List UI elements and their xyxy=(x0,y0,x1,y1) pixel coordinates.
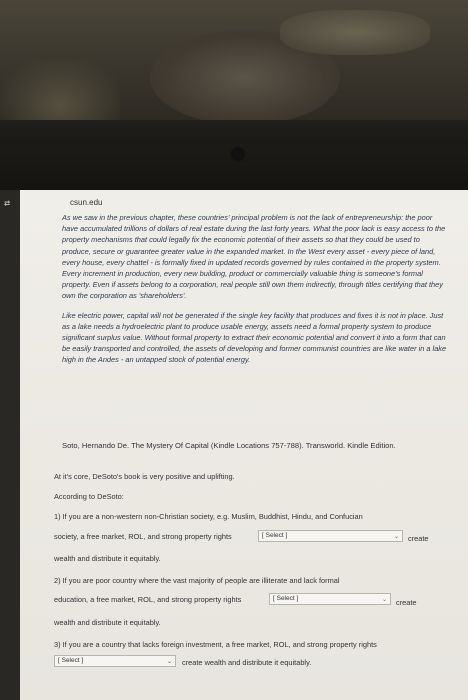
according-label: According to DeSoto: xyxy=(54,492,124,501)
intro-text: At it's core, DeSoto's book is very positive and uplifting. xyxy=(54,472,235,481)
q2-after: create xyxy=(396,598,417,607)
q1-line1: 1) If you are a non-western non-Christian society, e.g. Muslim, Buddhist, Hindu, and Confucian xyxy=(54,512,363,521)
quote-paragraph-1: As we saw in the previous chapter, these countries' principal problem is not the lack of entrepreneurship: the poor have accumulated trillions of dollars of real estate during the last forty years. What the poor lack is easy access to the property mechanisms that could legally fix the economic potential of their assets so that they could be used to produce, secure or guarantee greater value in the expanded market. In the West every asset - every piece of land, every house, every chattel - is formally fixed in updated records governed by rules contained in the property system. Every increment in production, every new building, product or commercially valuable thing is someone's formal property. Even if assets belong to a corporation, real people still own them indirectly, through titles certifying that they own the corporation as 'shareholders'. xyxy=(62,213,446,301)
q3-select-dropdown[interactable] xyxy=(54,655,176,667)
background-photo xyxy=(0,0,468,190)
citation: Soto, Hernando De. The Mystery Of Capital (Kindle Locations 757-788). Transworld. Kindle Edition. xyxy=(62,441,396,450)
q1-line3: wealth and distribute it equitably. xyxy=(54,554,161,563)
browser-screen xyxy=(20,190,468,700)
swap-icon[interactable]: ⇄ xyxy=(4,199,11,210)
chevron-down-icon: ⌄ xyxy=(393,534,399,540)
reading-quote xyxy=(62,212,447,374)
q3-line1: 3) If you are a country that lacks foreign investment, a free market, ROL, and strong property rights xyxy=(54,640,377,649)
q2-line2: education, a free market, ROL, and strong property rights xyxy=(54,595,242,604)
q3-after: create wealth and distribute it equitably. xyxy=(182,658,312,667)
chevron-down-icon: ⌄ xyxy=(166,659,172,665)
q2-line3: wealth and distribute it equitably. xyxy=(54,618,161,627)
q1-after: create xyxy=(408,534,429,543)
blur-shape xyxy=(280,10,430,55)
q3-select-value: [ Select ] xyxy=(58,657,84,664)
q1-select-dropdown[interactable] xyxy=(258,530,403,542)
screen-left-edge xyxy=(0,190,20,700)
webcam-icon xyxy=(232,148,244,160)
q2-select-dropdown[interactable] xyxy=(269,593,391,605)
q1-select-value: [ Select ] xyxy=(262,532,288,539)
q2-select-value: [ Select ] xyxy=(273,595,299,602)
q2-line1: 2) If you are poor country where the vast majority of people are illiterate and lack formal xyxy=(54,576,340,585)
chevron-down-icon: ⌄ xyxy=(381,597,387,603)
q1-line2: society, a free market, ROL, and strong property rights xyxy=(54,532,232,541)
site-domain: csun.edu xyxy=(70,198,103,207)
quote-paragraph-2: Like electric power, capital will not be generated if the single key facility that produces and fixes it is not in place. Just as a lake needs a hydroelectric plant to produce usable energy, assets need a formal property system to produce significant surplus value. Without formal property to extract their economic potential and convert it into a form that can be easily transported and controlled, the assets of developing and former communist countries are like water in a lake high in the Andes - an untapped stock of potential energy. xyxy=(62,310,447,365)
